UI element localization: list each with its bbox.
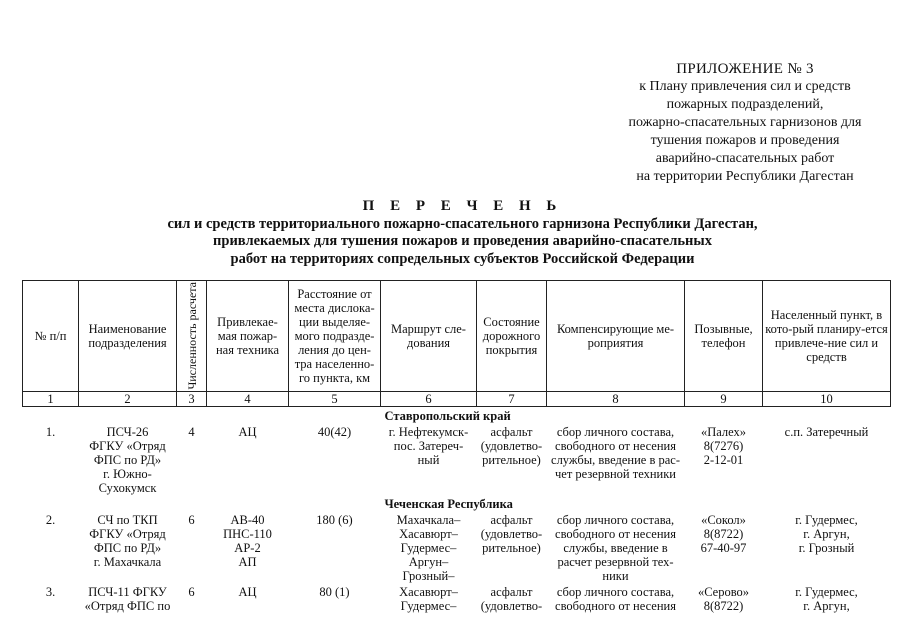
- table-row: [23, 511, 891, 583]
- route-cell: [381, 511, 477, 583]
- callsign-line: 8(8722): [703, 526, 744, 541]
- unit-line: СЧ по ТКП: [97, 512, 158, 527]
- settlement-cell: [763, 511, 891, 583]
- table-header-row: [23, 281, 891, 392]
- unit-line: «Отряд ФПС по: [84, 598, 171, 613]
- callsign-line: 8(8722): [703, 598, 744, 613]
- col-header-equipment: Привлекае-мая пожар-ная техника: [207, 281, 289, 392]
- route-line: Гудермес–: [400, 598, 457, 613]
- document-title: П Е Р Е Ч Е Н Ь: [362, 198, 563, 214]
- settlement-line: г. Аргун,: [803, 598, 850, 613]
- table-row: [23, 423, 891, 495]
- col-header-measures: Компенсирующие ме-роприятия: [547, 281, 685, 392]
- column-number: 9: [685, 391, 763, 406]
- measures-line: свободного от несения: [555, 526, 676, 541]
- measures-cell: [547, 511, 685, 583]
- road-line: асфальт: [490, 512, 533, 527]
- crew-cell: 6: [188, 584, 195, 599]
- measures-line: сбор личного состава,: [556, 512, 675, 527]
- route-line: Хасавюрт–: [399, 526, 458, 541]
- row-number: 1.: [45, 424, 56, 439]
- unit-line: ФГКУ «Отряд: [89, 526, 166, 541]
- column-number: 5: [289, 391, 381, 406]
- unit-line: ФПС по РД»: [93, 540, 162, 555]
- unit-line: г. Махачкала: [93, 554, 162, 569]
- route-line: Грозный–: [402, 568, 455, 583]
- measures-line: чет резервной техники: [554, 466, 676, 481]
- equipment-line: ПНС-110: [223, 526, 272, 541]
- column-number: 8: [547, 391, 685, 406]
- measures-line: ники: [602, 568, 629, 583]
- col-header-num: № п/п: [23, 281, 79, 392]
- road-cell: [477, 511, 547, 583]
- heading-line: работ на территориях сопредельных субъектов Российской Федерации: [230, 250, 695, 267]
- callsign-line: «Палех»: [700, 424, 747, 439]
- distance-cell: 80 (1): [319, 584, 350, 599]
- road-line: рительное): [482, 452, 541, 467]
- callsign-cell: [685, 583, 763, 613]
- measures-line: свободного от несения: [555, 598, 676, 613]
- row-number: 2.: [45, 512, 56, 527]
- col-header-crew: [177, 281, 207, 392]
- unit-line: ФПС по РД»: [93, 452, 162, 467]
- callsign-line: «Серово»: [697, 584, 750, 599]
- col-header-route: Маршрут сле-дования: [381, 281, 477, 392]
- callsign-cell: [685, 423, 763, 495]
- settlement-line: г. Грозный: [798, 540, 855, 555]
- distance-cell: 40(42): [317, 424, 352, 439]
- unit-cell: [79, 583, 177, 613]
- column-number: 7: [477, 391, 547, 406]
- column-number: 2: [79, 391, 177, 406]
- measures-line: свободного от несения: [555, 438, 676, 453]
- region-row: [23, 406, 891, 423]
- settlement-cell: [763, 583, 891, 613]
- appendix-title: ПРИЛОЖЕНИЕ № 3: [676, 61, 814, 77]
- unit-line: Сухокумск: [98, 480, 157, 495]
- callsign-line: «Сокол»: [701, 512, 746, 527]
- measures-line: сбор личного состава,: [556, 584, 675, 599]
- unit-line: ФГКУ «Отряд: [89, 438, 166, 453]
- route-cell: [381, 423, 477, 495]
- road-line: рительное): [482, 540, 541, 555]
- document-heading: [40, 198, 885, 268]
- measures-cell: [547, 423, 685, 495]
- region-name: Ставропольский край: [384, 408, 511, 423]
- unit-line: ПСЧ-26: [106, 424, 149, 439]
- appendix-line: пожарно-спасательных гарнизонов для: [628, 115, 862, 130]
- appendix-line: на территории Республики Дагестан: [636, 169, 854, 184]
- measures-line: сбор личного состава,: [556, 424, 675, 439]
- appendix-line: пожарных подразделений,: [666, 97, 824, 112]
- road-line: (удовлетво-: [480, 438, 543, 453]
- heading-line: сил и средств территориального пожарно-спасательного гарнизона Республики Дагестан,: [167, 215, 758, 232]
- measures-line: службы, введение в рас-: [551, 452, 680, 467]
- col-header-distance: Расстояние от места дислока-ции выделяе-мого подразде-ления до цен-тра населенно-го пункта, км: [289, 281, 381, 392]
- col-header-settlement: Населенный пункт, в кото-рый планиру-ется привлече-ние сил и средств: [763, 281, 891, 392]
- col-header-crew-label: Численность расчета: [184, 282, 199, 390]
- settlement-line: г. Аргун,: [803, 526, 850, 541]
- callsign-cell: [685, 511, 763, 583]
- route-line: Аргун–: [408, 554, 449, 569]
- region-row: [23, 495, 891, 511]
- equipment-line: АП: [238, 554, 257, 569]
- column-number: 3: [177, 391, 207, 406]
- settlement-line: с.п. Затеречный: [784, 424, 869, 439]
- equipment-cell: [207, 423, 289, 495]
- route-line: Хасавюрт–: [399, 584, 458, 599]
- callsign-line: 67-40-97: [700, 540, 747, 555]
- crew-cell: 6: [188, 512, 195, 527]
- column-number: 4: [207, 391, 289, 406]
- road-cell: [477, 583, 547, 613]
- route-line: г. Нефтекумск-: [388, 424, 469, 439]
- row-number: 3.: [45, 584, 56, 599]
- unit-cell: [79, 511, 177, 583]
- unit-cell: [79, 423, 177, 495]
- forces-table: [22, 280, 891, 613]
- equipment-line: АЦ: [238, 584, 257, 599]
- road-line: (удовлетво-: [480, 598, 543, 613]
- measures-cell: [547, 583, 685, 613]
- equipment-line: АВ-40: [230, 512, 265, 527]
- appendix-line: аварийно-спасательных работ: [655, 151, 835, 166]
- unit-line: г. Южно-: [103, 466, 152, 481]
- unit-line: ПСЧ-11 ФГКУ: [88, 584, 167, 599]
- road-line: асфальт: [490, 424, 533, 439]
- route-cell: [381, 583, 477, 613]
- measures-line: службы, введение в: [563, 540, 668, 555]
- callsign-line: 8(7276): [703, 438, 744, 453]
- column-number: 6: [381, 391, 477, 406]
- column-number: 1: [23, 391, 79, 406]
- measures-line: расчет резервной тех-: [557, 554, 674, 569]
- column-number-row: [23, 391, 891, 406]
- route-line: пос. Затереч-: [393, 438, 464, 453]
- column-number: 10: [763, 391, 891, 406]
- table-row: [23, 583, 891, 613]
- road-line: (удовлетво-: [480, 526, 543, 541]
- equipment-cell: [207, 511, 289, 583]
- col-header-callsign: Позывные, телефон: [685, 281, 763, 392]
- route-line: Махачкала–: [396, 512, 461, 527]
- equipment-line: АР-2: [234, 540, 261, 555]
- appendix-line: к Плану привлечения сил и средств: [639, 79, 851, 94]
- heading-line: привлекаемых для тушения пожаров и проведения аварийно-спасательных: [213, 233, 712, 249]
- col-header-road: Состояние дорожного покрытия: [477, 281, 547, 392]
- route-line: Гудермес–: [400, 540, 457, 555]
- region-name: Чеченская Республика: [384, 496, 513, 511]
- crew-cell: 4: [188, 424, 195, 439]
- settlement-line: г. Гудермес,: [795, 512, 858, 527]
- settlement-line: г. Гудермес,: [795, 584, 858, 599]
- equipment-line: АЦ: [238, 424, 257, 439]
- callsign-line: 2-12-01: [703, 452, 744, 467]
- appendix-line: тушения пожаров и проведения: [650, 133, 840, 148]
- equipment-cell: [207, 583, 289, 613]
- appendix-block: [600, 60, 890, 186]
- col-header-unit: Наименование подразделения: [79, 281, 177, 392]
- road-cell: [477, 423, 547, 495]
- distance-cell: 180 (6): [316, 512, 353, 527]
- settlement-cell: [763, 423, 891, 495]
- route-line: ный: [417, 452, 440, 467]
- road-line: асфальт: [490, 584, 533, 599]
